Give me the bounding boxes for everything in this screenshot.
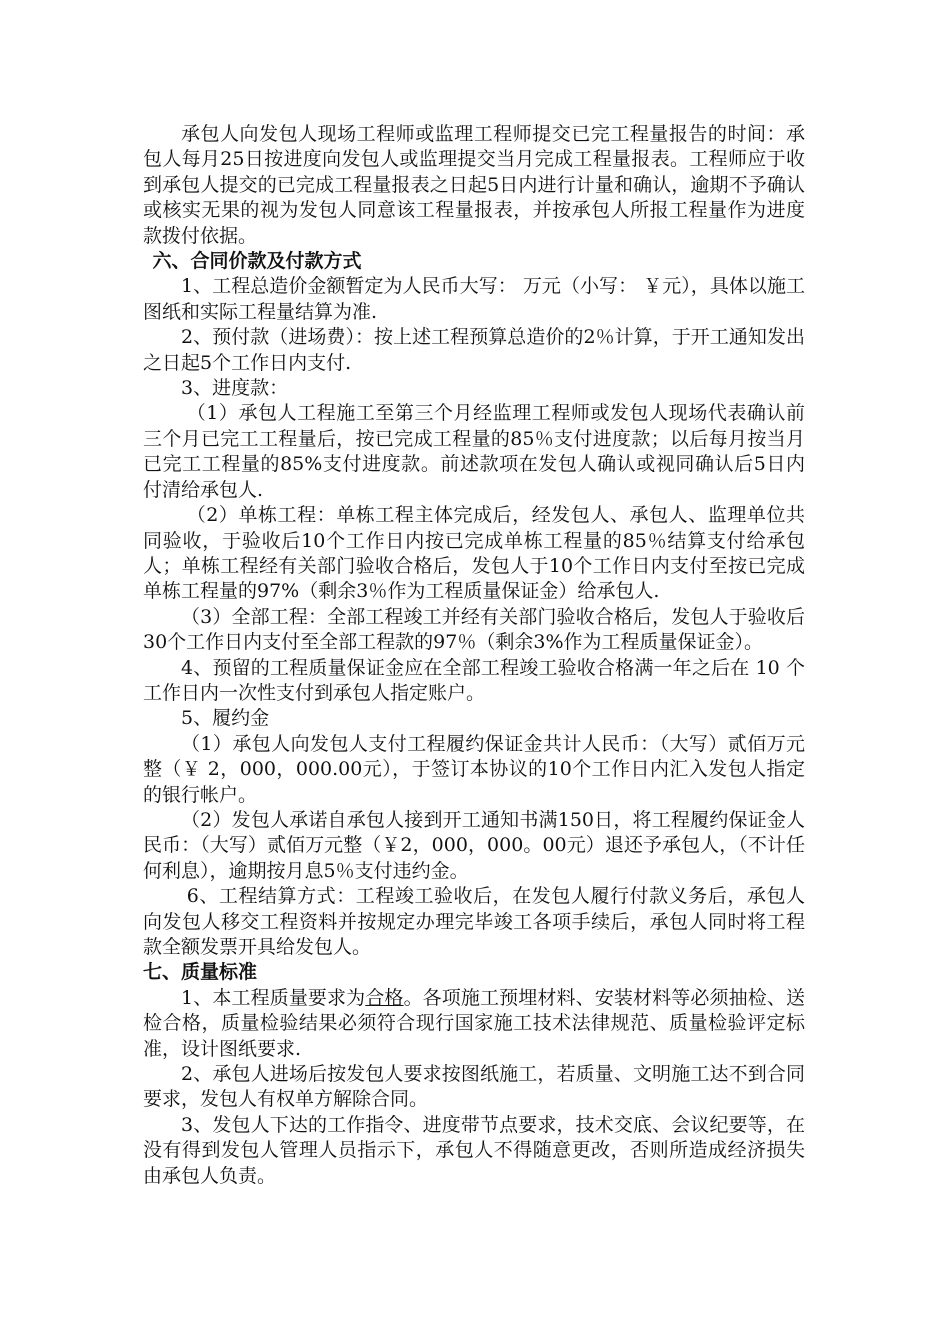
section-7-item-1 [143, 986, 805, 1062]
section-7-item-3: 3、发包人下达的工作指令、进度带节点要求，技术交底、会议纪要等，在没有得到发包人管理人员指示下，承包人不得随意更改，否则所造成经济损失由承包人负责。 [143, 1113, 805, 1187]
section-6-item-3-2: （2）单栋工程：单栋工程主体完成后，经发包人、承包人、监理单位共同验收，于验收后10个工作日内按已完成单栋工程量的85％结算支付给承包人；单栋工程经有关部门验收合格后，发包人于10个工作日内支付至按已完成单栋工程量的97%（剩余3％作为工程质量保证金）给承包人. [143, 504, 805, 603]
section-6-item-3-3: （3）全部工程：全部工程竣工并经有关部门验收合格后，发包人于验收后30个工作日内支付至全部工程款的97％（剩余3%作为工程质量保证金）。 [143, 605, 805, 654]
quality-requirement-value: 合格 [365, 986, 404, 1009]
section-6-item-5-1: （1）承包人向发包人支付工程履约保证金共计人民币：（大写）贰佰万元整（￥ 2，000，000.00元），于签订本协议的10个工作日内汇入发包人指定的银行帐户。 [143, 732, 805, 806]
section-6-item-5: 5、履约金 [181, 707, 270, 730]
section-7-item-2: 2、承包人进场后按发包人要求按图纸施工，若质量、文明施工达不到合同要求，发包人有权单方解除合同。 [143, 1063, 805, 1111]
section-6-item-5-2: （2）发包人承诺自承包人接到开工通知书满150日，将工程履约保证金人民币：（大写）贰佰万元整（￥2，000，000。00元）退还予承包人，（不计任何利息），逾期按月息5％支付违约金。 [143, 808, 805, 882]
section-7-item-1-suffix: 。各项施工预埋材料、安装材料等必须抽检、送检合格，质量检验结果必须符合现行国家施工技术法律规范、质量检验评定标准，设计图纸要求. [143, 986, 805, 1060]
section-6-item-6: 6、工程结算方式：工程竣工验收后，在发包人履行付款义务后，承包人向发包人移交工程资料并按规定办理完毕竣工各项手续后，承包人同时将工程款全额发票开具给发包人。 [143, 885, 805, 958]
document-page [143, 122, 805, 1189]
section-6-heading: 六、合同价款及付款方式 [152, 250, 362, 273]
section-7-item-1-prefix: 1、本工程质量要求为 [181, 986, 366, 1009]
section-6-item-3: 3、进度款： [181, 377, 289, 400]
intro-paragraph: 承包人向发包人现场工程师或监理工程师提交已完工程量报告的时间：承包人每月25日按进度向发包人或监理提交当月完成工程量报表。工程师应于收到承包人提交的已完成工程量报表之日起5日内进行计量和确认，逾期不予确认或核实无果的视为发包人同意该工程量报表，并按承包人所报工程量作为进度款拨付依据。 [143, 123, 805, 247]
section-6-item-3-1: （1）承包人工程施工至第三个月经监理工程师或发包人现场代表确认前三个月已完工工程量后，按已完成工程量的85％支付进度款；以后每月按当月已完工工程量的85%支付进度款。前述款项在发包人确认或视同确认后5日内付清给承包人. [143, 402, 805, 501]
section-6-item-4: 4、预留的工程质量保证金应在全部工程竣工验收合格满一年之后在 10 个工作日内一次性支付到承包人指定账户。 [143, 656, 805, 704]
section-6-item-1: 1、工程总造价金额暂定为人民币大写： 万元（小写： ￥元），具体以施工图纸和实际工程量结算为准. [143, 275, 805, 323]
section-7-heading: 七、质量标准 [143, 961, 258, 984]
section-6-item-2: 2、预付款（进场费）：按上述工程预算总造价的2％计算，于开工通知发出之日起5个工作日内支付. [143, 326, 805, 374]
